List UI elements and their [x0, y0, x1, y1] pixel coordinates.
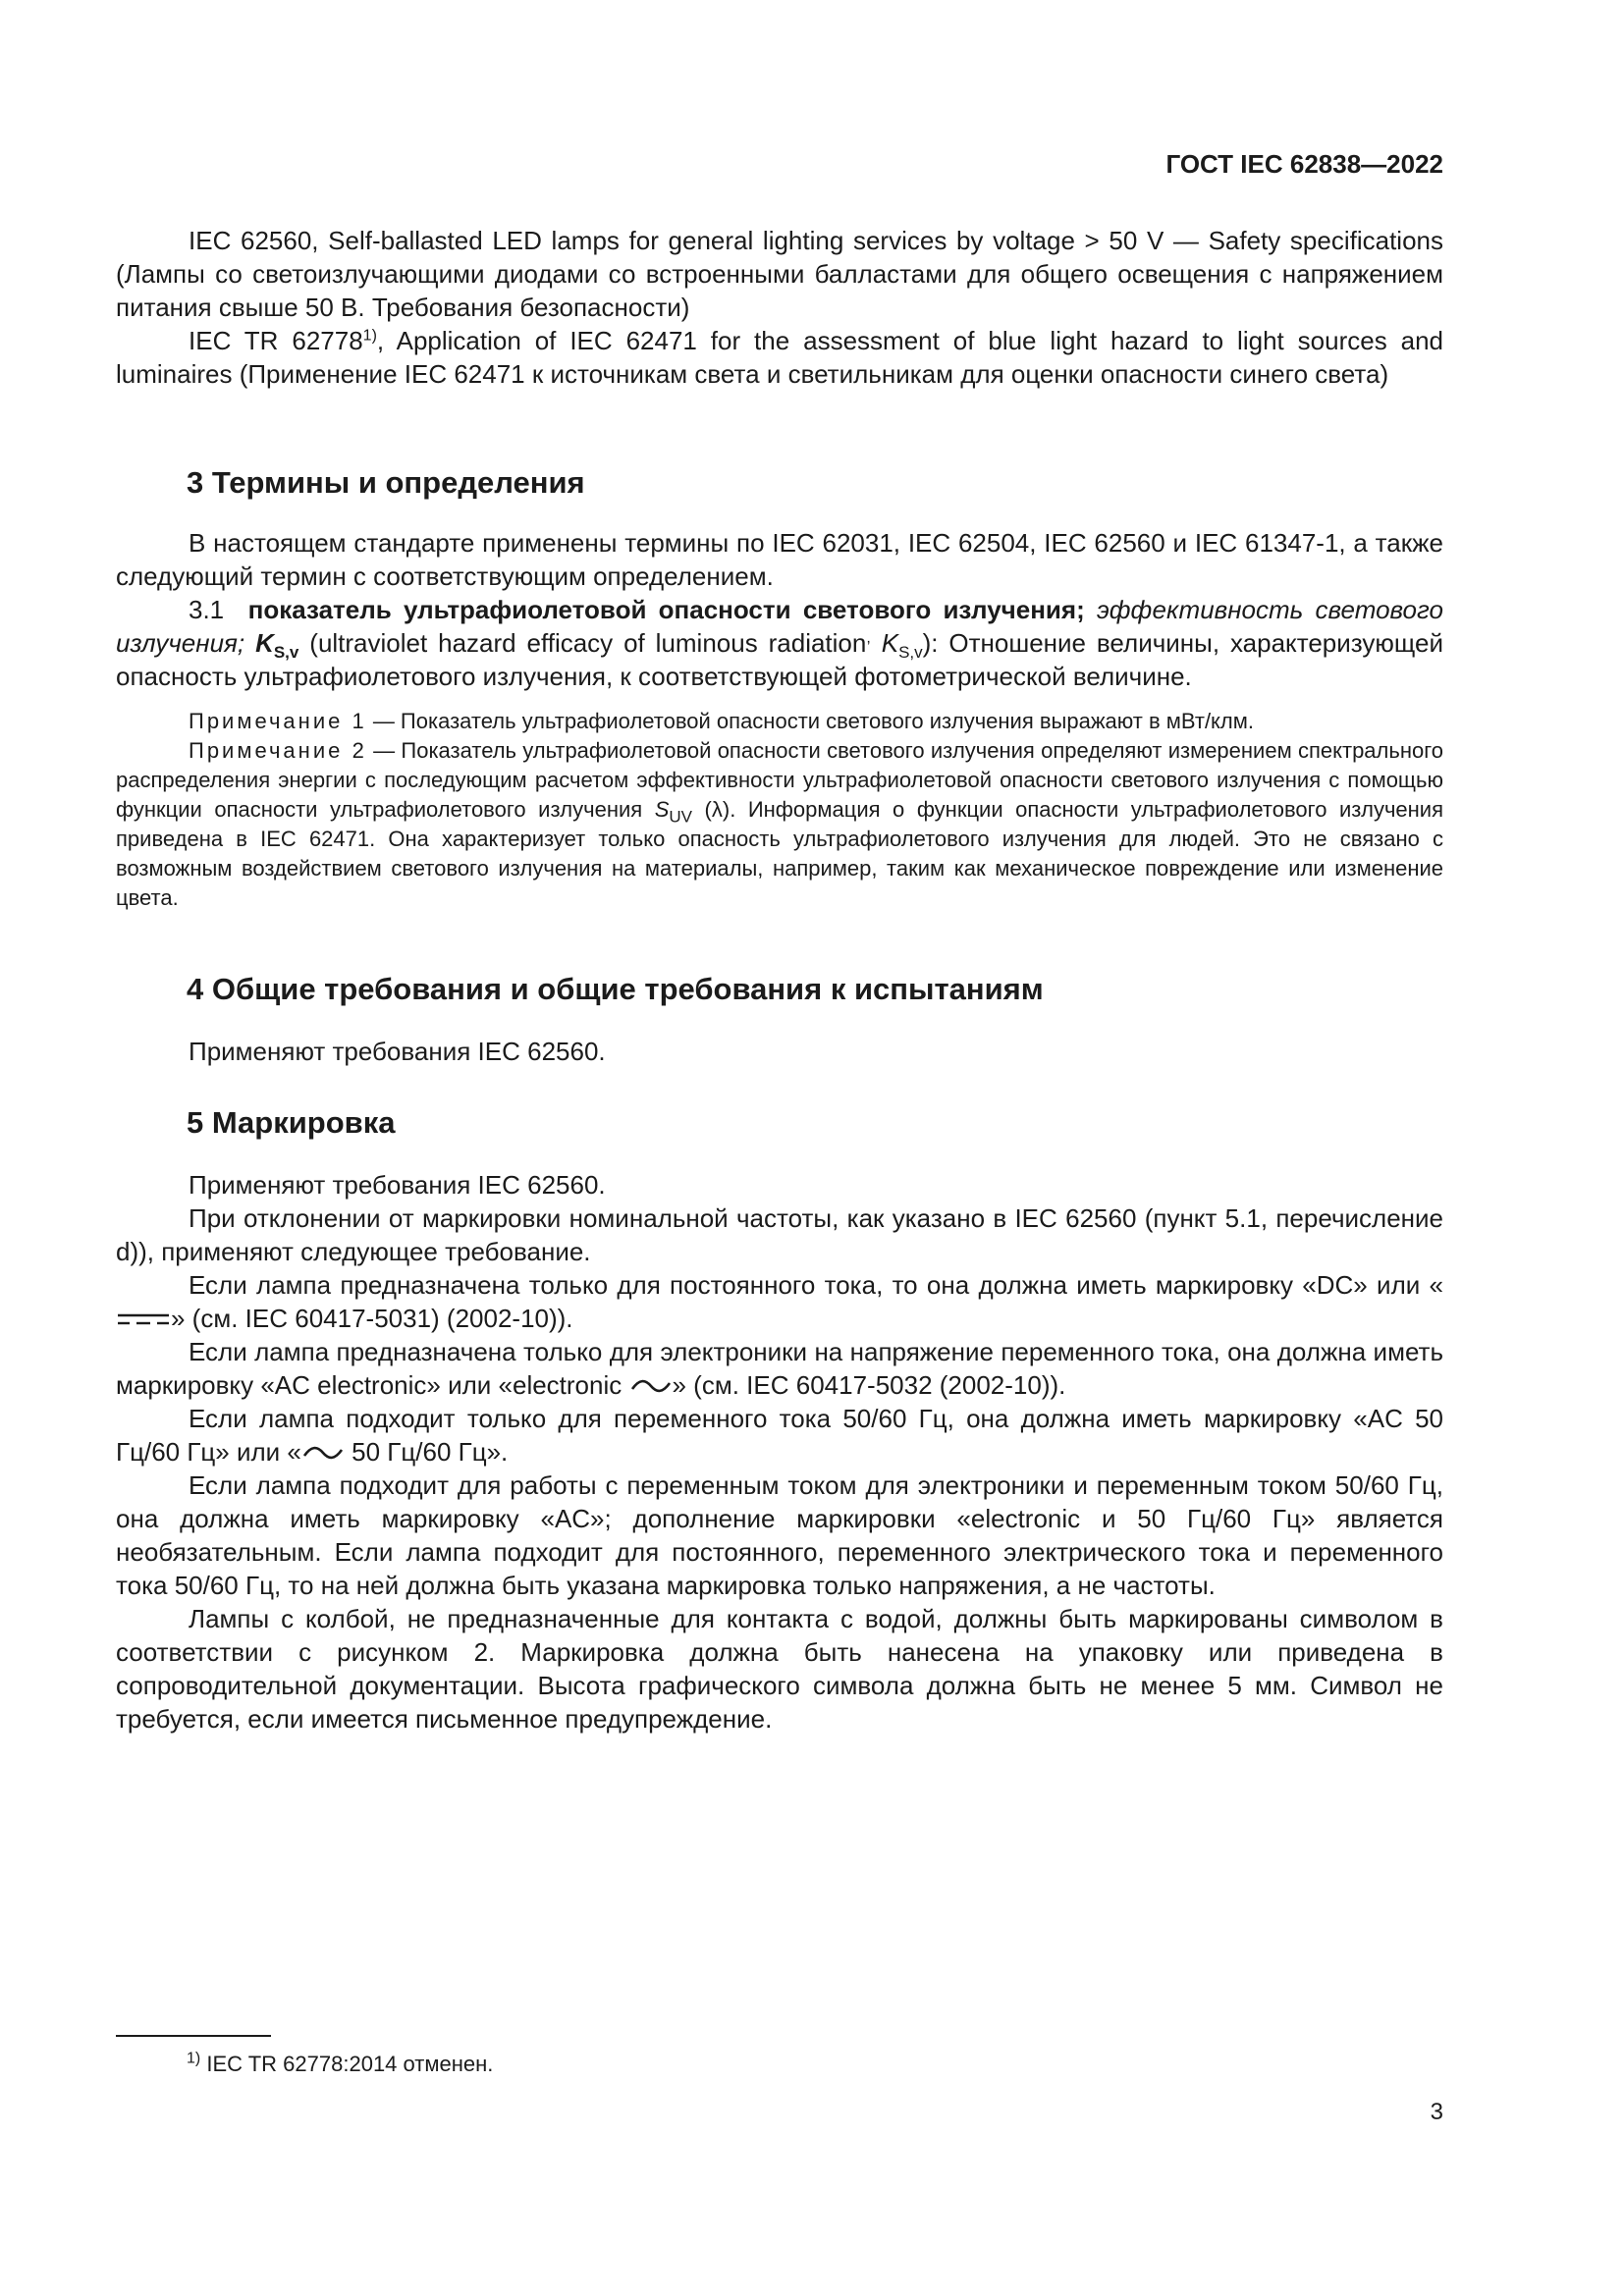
section-5-p3: Если лампа предназначена только для постоянного тока, то она должна иметь маркировку «DC» или «» (см. IEC 60417-5031) (2002-10)). [116, 1268, 1443, 1335]
section-5-p6: Если лампа подходит для работы с переменным током для электроники и переменным током 50/60 Гц, она должна иметь маркировку «AC»; дополнение маркировки «electronic и 50 Гц/60 Гц» является необязательным. Если лампа подходит для постоянного, переменного электрического тока и переменного тока 50/60 Гц, то на ней должна быть указана маркировка только напряжения, а не частоты. [116, 1470, 1443, 1600]
section-5-p7: Лампы с колбой, не предназначенные для контакта с водой, должны быть маркированы символом в соответствии с рисунком 2. Маркировка должна быть нанесена на упаковку или приведена в сопроводительной документации. Высота графического символа должна быть не менее 5 мм. Символ не требуется, если имеется письменное предупреждение. [116, 1604, 1443, 1734]
reference-iec-tr-62778: IEC TR 62778$^{1)}$, Application of IEC 62471 for the assessment of blue light hazard to light sources and luminaires (Применение IEC 62471 к источникам света и светильникам для оценки опасности синего света) [116, 326, 1444, 389]
note-1: Примечание 1 — Показатель ультрафиолетовой опасности светового излучения выражают в мВт/клм. [189, 709, 1254, 733]
footnote-divider [116, 2035, 271, 2037]
section-5-p1: Применяют требования IEC 62560. [189, 1170, 606, 1200]
dc-current-icon [116, 1310, 171, 1328]
section-3-body [116, 526, 1443, 693]
section-3-intro: В настоящем стандарте применены термины по IEC 62031, IEC 62504, IEC 62560 и IEC 61347-1, а также следующий термин с соответствующим определением. [116, 528, 1443, 591]
section-4-body [116, 1035, 1443, 1068]
footnote: $^{1)}$ IEC TR 62778:2014 отменен. [187, 2050, 494, 2076]
section-5-p2: При отклонении от маркировки номинальной частоты, как указано в IEC 62560 (пункт 5.1, перечисление d)), применяют следующее требование. [116, 1203, 1443, 1266]
document-code: ГОСТ IEC 62838—2022 [1165, 149, 1443, 179]
section-4-text: Применяют требования IEC 62560. [189, 1037, 606, 1066]
notes-block [116, 707, 1443, 913]
section-3-heading: 3 Термины и определения [187, 465, 585, 500]
note-2: Примечание 2 — Показатель ультрафиолетовой опасности светового излучения определяют измерением спектрального распределения энергии с последующим расчетом эффективности ультрафиолетовой опасности светового излучения с помощью функции опасности ультрафиолетового излучения $S_{UV}$ (λ). Информация о функции опасности ультрафиолетового излучения приведена в IEC 62471. Она характеризует только опасность ультрафиолетового излучения для людей. Это не связано с возможным воздействием светового излучения на материалы, например, таким как механическое повреждение или изменение цвета. [116, 738, 1443, 910]
section-5-p4: Если лампа предназначена только для электроники на напряжение переменного тока, она должна иметь маркировку «AC electronic» или «electronic » (см. IEC 60417-5032 (2002-10)). [116, 1337, 1443, 1400]
section-5-body [116, 1168, 1443, 1735]
section-4-heading: 4 Общие требования и общие требования к испытаниям [187, 972, 1044, 1006]
term-3-1: 3.1 показатель ультрафиолетовой опасности светового излучения; эффективность светового излучения; $K_{S,v}$ (ultraviolet hazard efficacy of luminous radiation, $K_{S,v}$): Отношение величины, характеризующей опасность ультрафиолетового излучения, к соответствующей фотометрической величине. [116, 595, 1444, 691]
section-5-heading: 5 Маркировка [187, 1105, 396, 1140]
section-5-p5: Если лампа подходит только для переменного тока 50/60 Гц, она должна иметь маркировку «AC 50 Гц/60 Гц» или « 50 Гц/60 Гц». [116, 1404, 1443, 1467]
footnote-ref: 1) [362, 327, 377, 345]
page-number: 3 [1430, 2099, 1443, 2125]
reference-iec-62560: IEC 62560, Self-ballasted LED lamps for general lighting services by voltage > 50 V — Safety specifications (Лампы со светоизлучающими диодами со встроенными балластами для общего освещения с напряжением питания свыше 50 В. Требования безопасности) [116, 226, 1443, 322]
references-block [116, 224, 1443, 391]
ac-current-icon [629, 1378, 673, 1394]
ac-current-icon [301, 1445, 345, 1461]
